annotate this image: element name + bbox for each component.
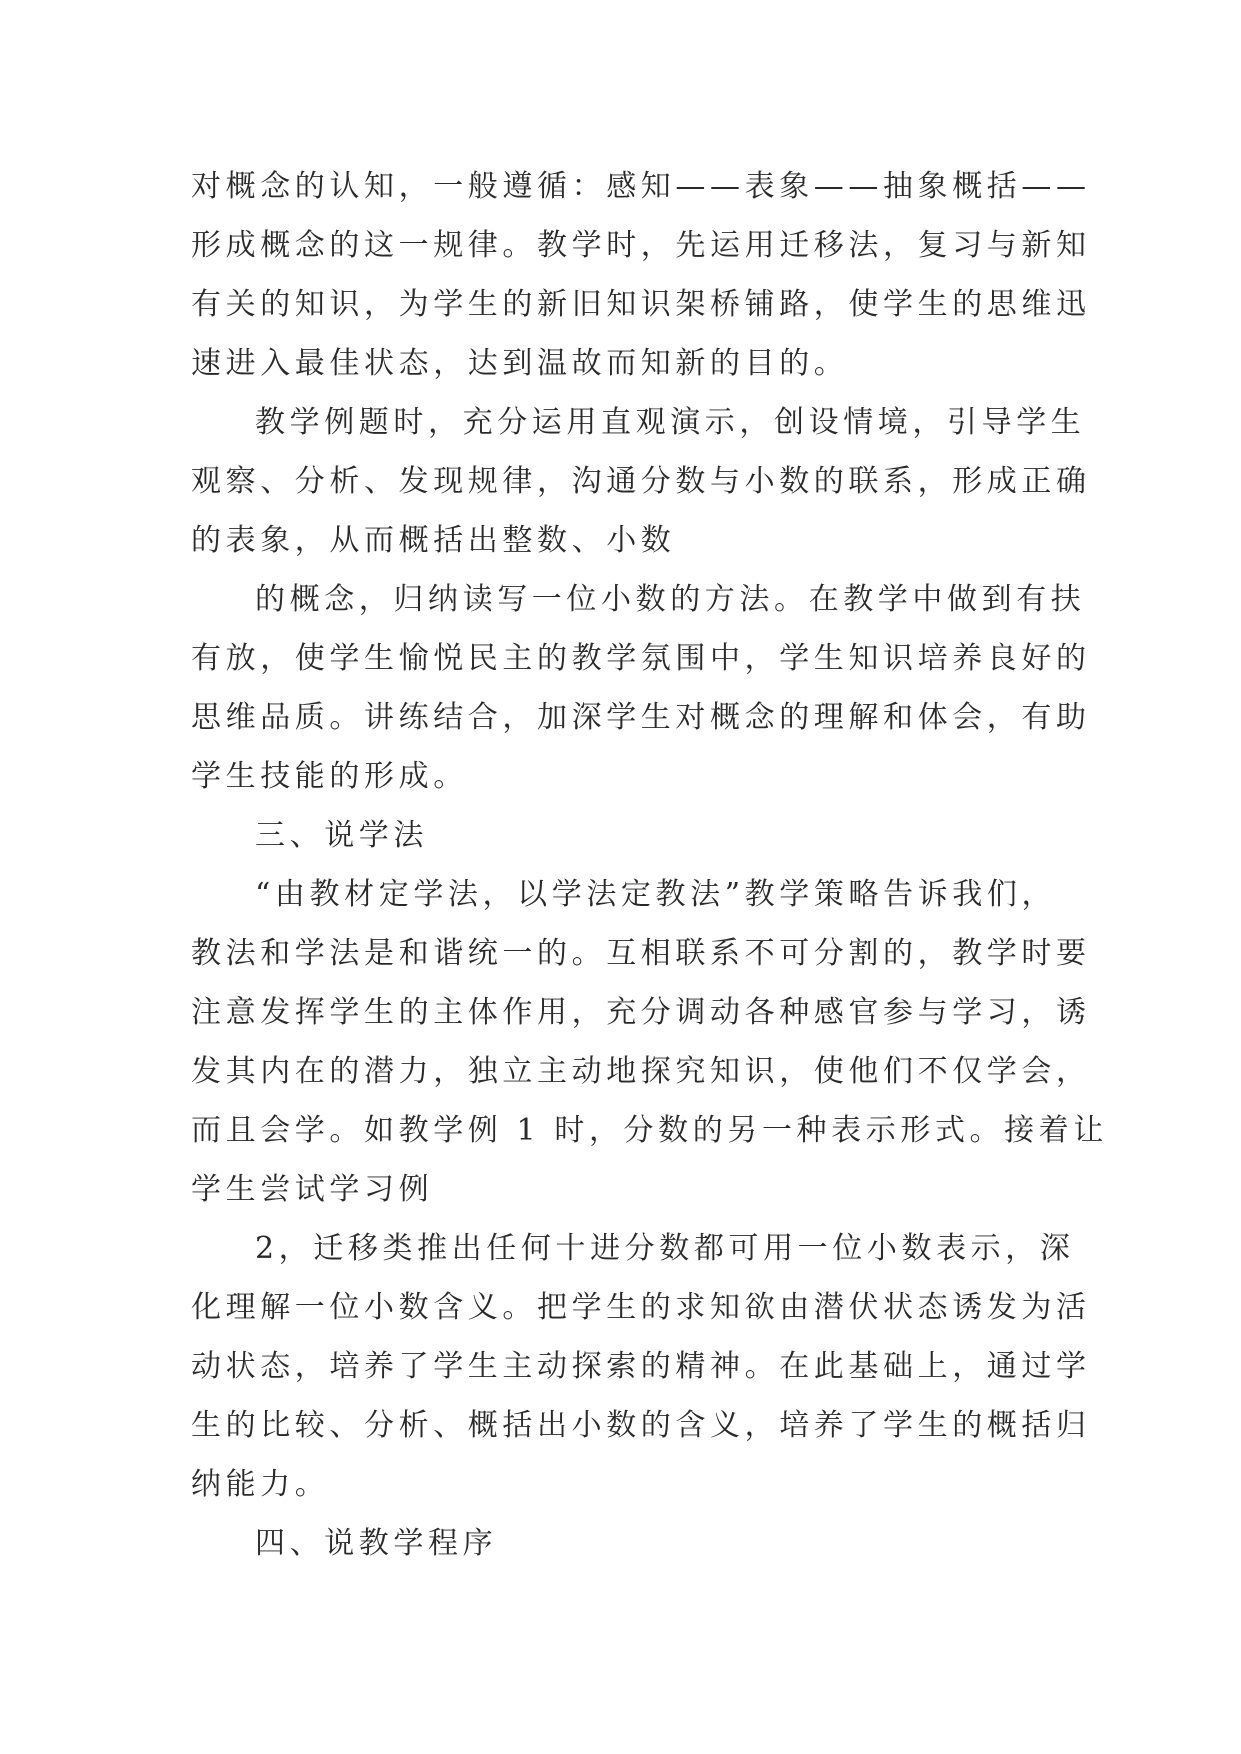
text-line: 观察、分析、发现规律，沟通分数与小数的联系，形成正确 [191, 464, 1091, 499]
text-line: 动状态，培养了学生主动探索的精神。在此基础上，通过学 [191, 1349, 1091, 1384]
text-line: 注意发挥学生的主体作用，充分调动各种感官参与学习，诱 [191, 995, 1091, 1030]
text-line: 纳能力。 [191, 1467, 330, 1502]
text-line: 速进入最佳状态，达到温故而知新的目的。 [191, 346, 849, 381]
text-line: 的概念，归纳读写一位小数的方法。在教学中做到有扶 [255, 582, 1086, 617]
text-line: 生的比较、分析、概括出小数的含义，培养了学生的概括归 [191, 1408, 1091, 1443]
text-line: 形成概念的这一规律。教学时，先运用迁移法，复习与新知 [191, 228, 1091, 263]
text-line: 的表象，从而概括出整数、小数 [191, 523, 676, 558]
document-body [191, 157, 1108, 1573]
text-line: 而且会学。如教学例 1 时，分数的另一种表示形式。接着让 [191, 1113, 1108, 1148]
text-line: 学生技能的形成。 [191, 759, 468, 794]
text-line: 化理解一位小数含义。把学生的求知欲由潜伏状态诱发为活 [191, 1290, 1091, 1325]
text-line: “由教材定学法，以学法定教法”教学策略告诉我们， [255, 877, 1057, 912]
text-line: 发其内在的潜力，独立主动地探究知识，使他们不仅学会， [191, 1054, 1091, 1089]
text-line: 学生尝试学习例 [191, 1172, 434, 1207]
text-line: 教法和学法是和谐统一的。互相联系不可分割的，教学时要 [191, 936, 1091, 971]
text-line: 对概念的认知，一般遵循：感知——表象——抽象概括—— [191, 169, 1091, 204]
text-line: 2，迁移类推出任何十进分数都可用一位小数表示，深 [255, 1231, 1075, 1266]
text-line: 思维品质。讲练结合，加深学生对概念的理解和体会，有助 [191, 700, 1091, 735]
text-line: 有放，使学生愉悦民主的教学氛围中，学生知识培养良好的 [191, 641, 1091, 676]
text-line: 四、说教学程序 [255, 1526, 498, 1561]
text-line: 教学例题时，充分运用直观演示，创设情境，引导学生 [255, 405, 1086, 440]
text-line: 三、说学法 [255, 818, 428, 853]
text-line: 有关的知识，为学生的新旧知识架桥铺路，使学生的思维迅 [191, 287, 1091, 322]
